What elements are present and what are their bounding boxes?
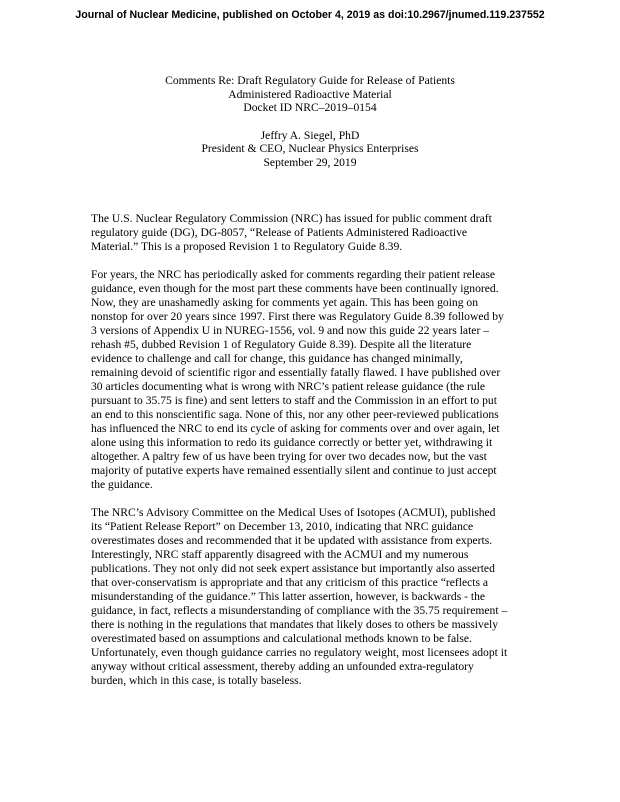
text-line: guidance, even though for the most part these comments have been continually ignored. <box>91 282 499 295</box>
text-line: anyway without critical assessment, thereby adding an unfounded extra-regulatory <box>91 660 474 673</box>
text-line: misunderstanding of the guidance.” This latter assertion, however, is backwards - the <box>91 590 486 603</box>
journal-banner: Journal of Nuclear Medicine, published on October 4, 2019 as doi:10.2967/jnumed.119.237552 <box>75 9 545 21</box>
text-line: evidence to challenge and call for change, this guidance has changed minimally, <box>91 352 463 365</box>
text-line: regulatory guide (DG), DG-8057, “Release of Patients Administered Radioactive <box>91 226 468 239</box>
text-line: The NRC’s Advisory Committee on the Medical Uses of Isotopes (ACMUI), published <box>91 506 496 519</box>
paragraph-intro <box>91 212 543 254</box>
author-name: Jeffry A. Siegel, PhD <box>260 128 360 142</box>
text-line: The U.S. Nuclear Regulatory Commission (NRC) has issued for public comment draft <box>91 212 492 225</box>
text-line: Now, they are unashamedly asking for comments yet again. This has been going on <box>91 296 479 309</box>
text-line: an end to this nonscientific saga. None of this, nor any other peer-reviewed publications <box>91 408 499 421</box>
document-header <box>0 74 620 170</box>
text-line: nonstop for over 20 years since 1997. First there was Regulatory Guide 8.39 followed by <box>91 310 504 323</box>
spacer <box>0 115 620 129</box>
text-line: 3 versions of Appendix U in NUREG-1556, vol. 9 and now this guide 22 years later – <box>91 324 489 337</box>
docket-id: Docket ID NRC–2019–0154 <box>243 101 377 115</box>
text-line: majority of putative experts have remained essentially silent and continue to just accept <box>91 464 497 477</box>
title-line: Comments Re: Draft Regulatory Guide for Release of Patients <box>165 74 455 87</box>
text-line: altogether. A paltry few of us have been trying for over two decades now, but the vast <box>91 450 487 463</box>
paragraph-history <box>91 268 543 492</box>
text-line: Unfortunately, even though guidance carries no regulatory weight, most licensees adopt it <box>91 646 508 659</box>
text-line: its “Patient Release Report” on December 13, 2010, indicating that NRC guidance <box>91 520 474 533</box>
letter-date: September 29, 2019 <box>263 155 357 169</box>
text-line: alone using this information to redo its guidance correctly or better yet, withdrawing it <box>91 436 493 449</box>
text-line: overestimated based on assumptions and calculational methods known to be false. <box>91 632 472 645</box>
text-line: there is nothing in the regulations that mandates that likely doses to others be massively <box>91 618 498 631</box>
author-affiliation: President & CEO, Nuclear Physics Enterprises <box>201 142 419 156</box>
text-line: has influenced the NRC to end its cycle of asking for comments over and over again, let <box>91 422 500 435</box>
letter-body <box>91 212 543 702</box>
text-line: burden, which in this case, is totally baseless. <box>91 674 302 687</box>
text-line: For years, the NRC has periodically asked for comments regarding their patient release <box>91 268 496 281</box>
text-line: Interestingly, NRC staff apparently disagreed with the ACMUI and my numerous <box>91 548 469 561</box>
title-line: Administered Radioactive Material <box>228 87 392 101</box>
text-line: overestimates doses and recommended that it be updated with assistance from experts. <box>91 534 493 547</box>
paragraph-acmui <box>91 506 543 688</box>
text-line: rehash #5, dubbed Revision 1 of Regulatory Guide 8.39). Despite all the literature <box>91 338 472 351</box>
text-line: Material.” This is a proposed Revision 1 to Regulatory Guide 8.39. <box>91 240 403 253</box>
text-line: remaining devoid of scientific rigor and essentially fatally flawed. I have published over <box>91 366 501 379</box>
text-line: pursuant to 35.75 is fine) and sent letters to staff and the Commission in an effort to put <box>91 394 497 407</box>
text-line: 30 articles documenting what is wrong with NRC’s patient release guidance (the rule <box>91 380 486 393</box>
text-line: publications. They not only did not seek expert assistance but importantly also asserted <box>91 562 495 575</box>
text-line: the guidance. <box>91 478 153 491</box>
text-line: guidance, in fact, reflects a misunderstanding of compliance with the 35.75 requirement – <box>91 604 508 617</box>
text-line: that over-conservatism is appropriate and that any criticism of this practice “reflects a <box>91 576 489 589</box>
